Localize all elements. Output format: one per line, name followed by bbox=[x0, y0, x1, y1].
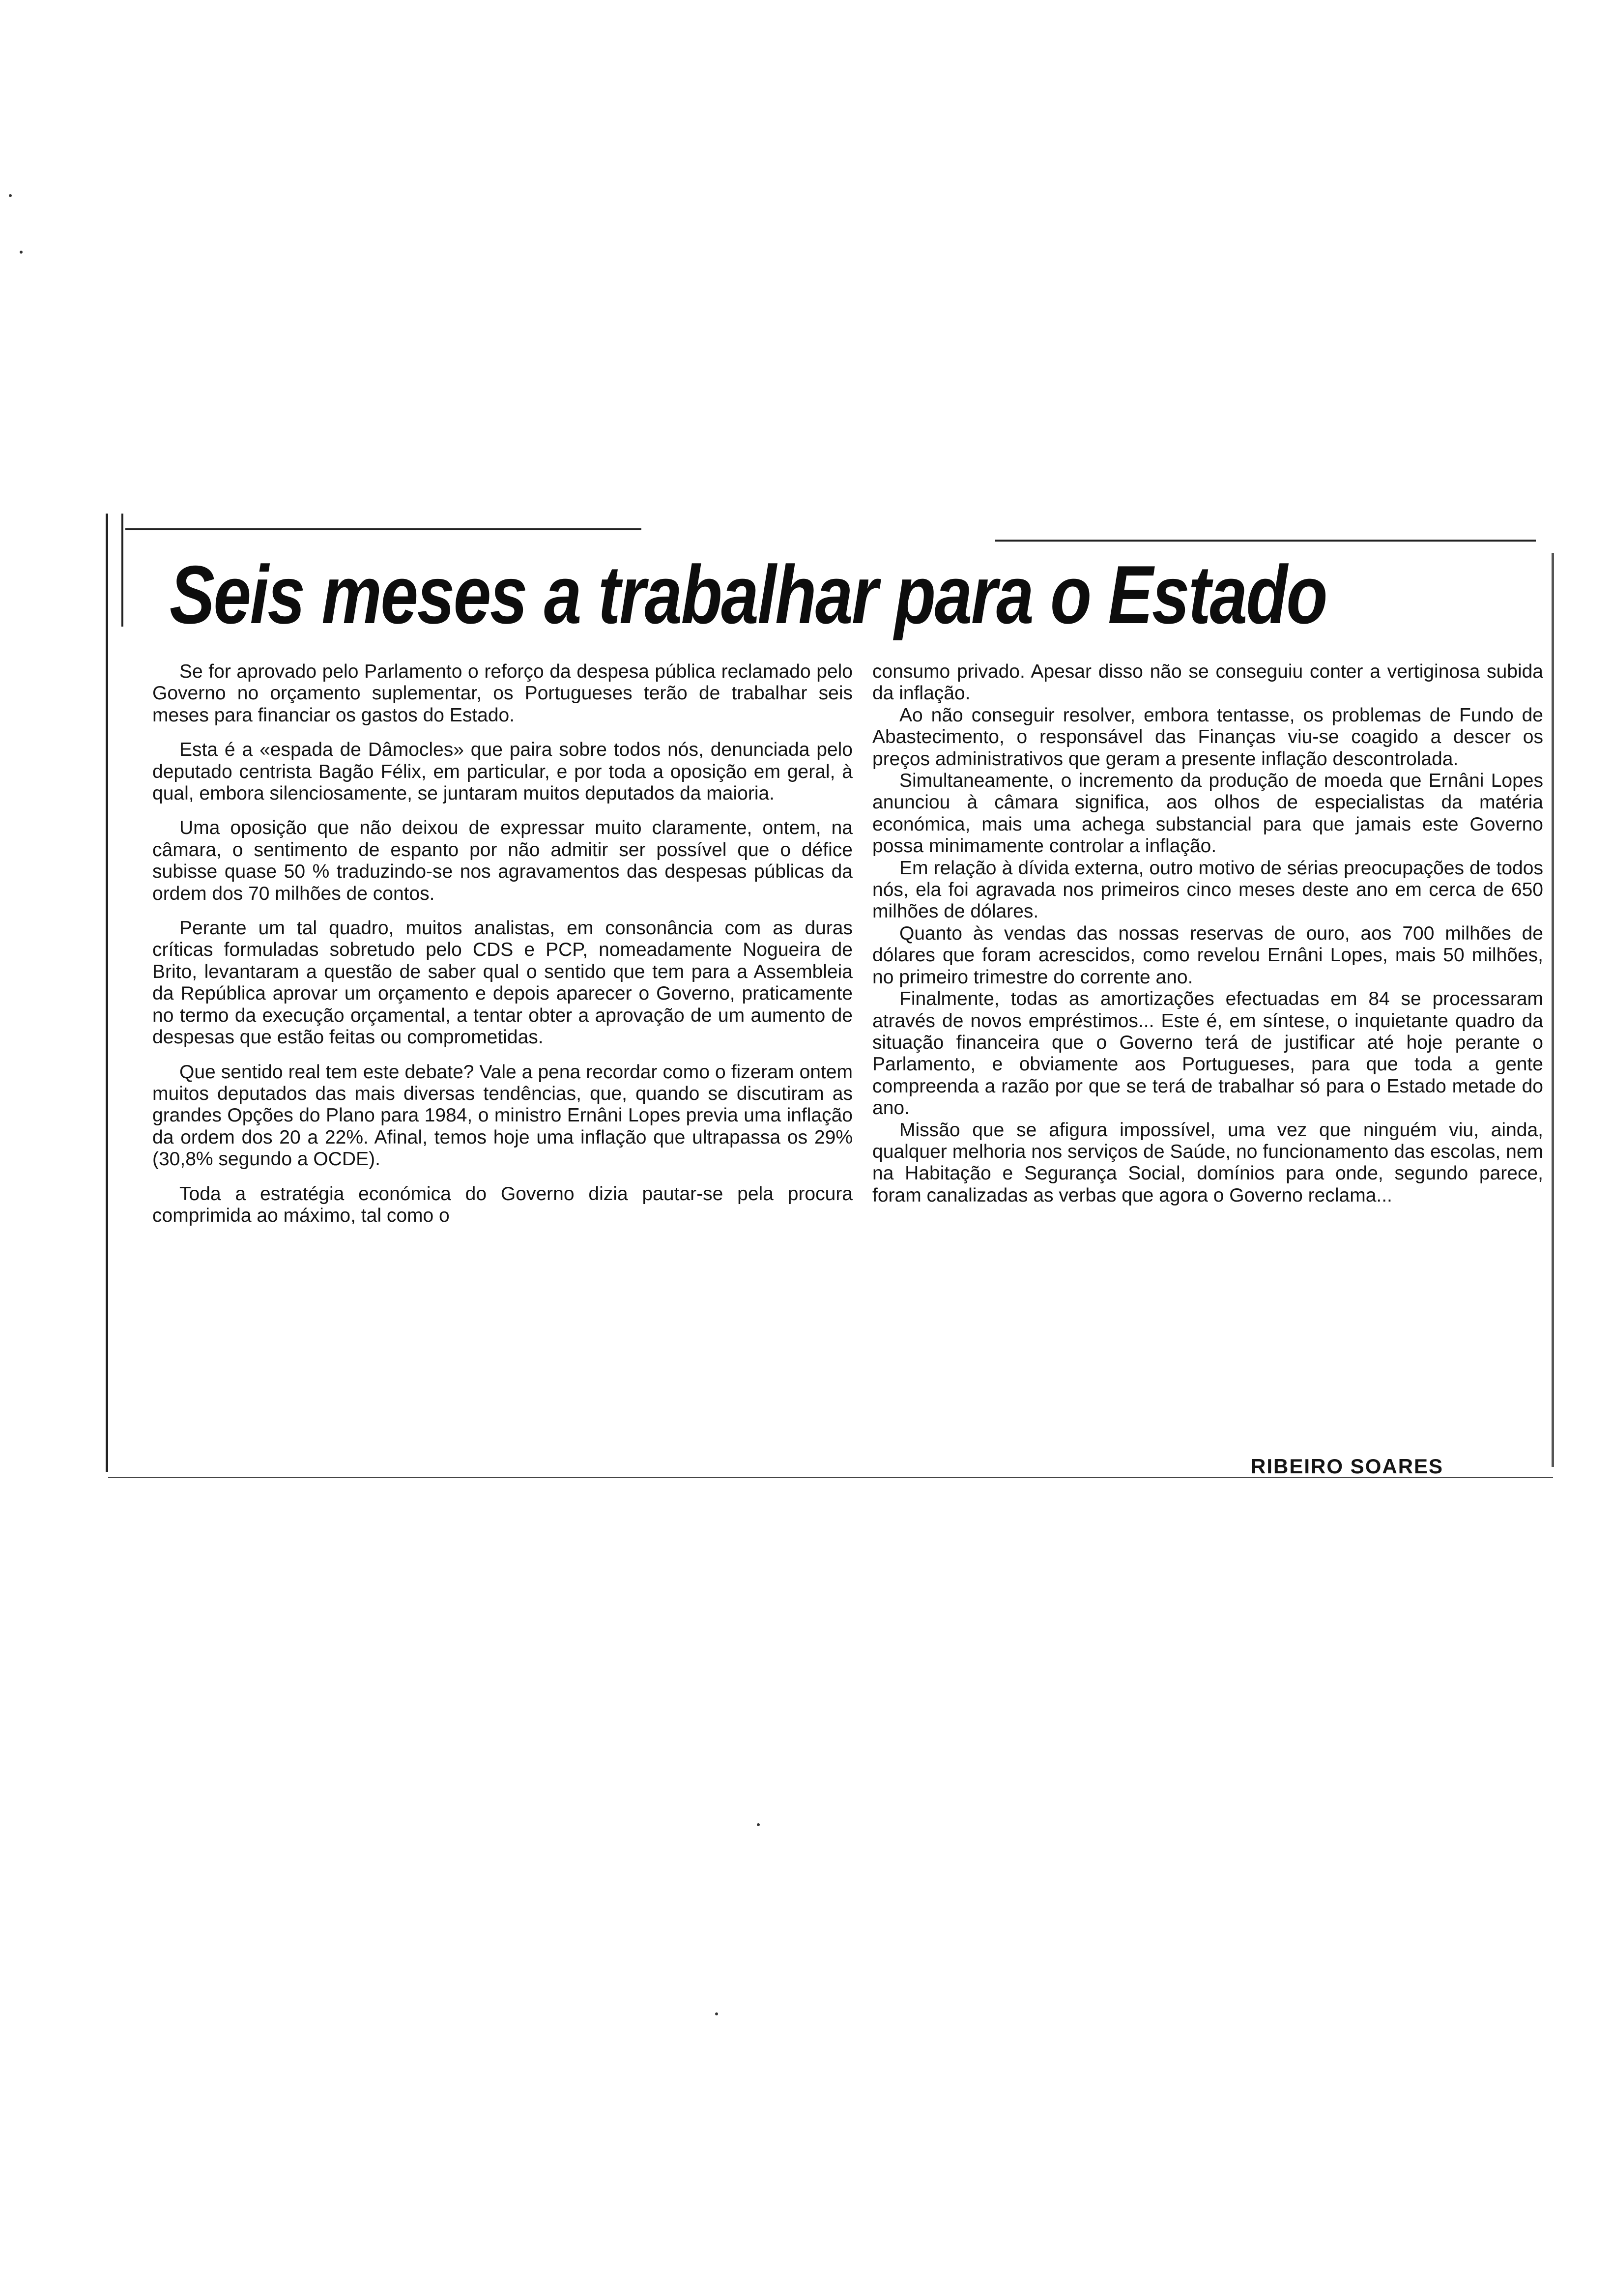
right-text-column bbox=[872, 661, 1543, 1206]
right-border-rule bbox=[1552, 553, 1554, 1467]
paragraph: Se for aprovado pelo Parlamento o reforço da despesa pública reclamado pelo Governo no orçamento suplementar, os Portugueses terão de trabalhar seis meses para financiar os gastos do Estado. bbox=[152, 661, 853, 726]
top-rule bbox=[995, 540, 1536, 542]
paragraph: Quanto às vendas das nossas reservas de ouro, aos 700 milhões de dólares que foram acrescidos, como revelou Ernâni Lopes, mais 50 milhões, no primeiro trimestre do corrente ano. bbox=[872, 922, 1543, 988]
author-byline: RIBEIRO SOARES bbox=[1251, 1455, 1444, 1478]
paragraph: Simultaneamente, o incremento da produção de moeda que Ernâni Lopes anunciou à câmara significa, aos olhos de especialistas da matéria económica, mais uma achega substancial para que jamais este Governo possa minimamente controlar a inflação. bbox=[872, 770, 1543, 857]
newspaper-clipping bbox=[106, 511, 1575, 1484]
scan-speck bbox=[9, 194, 12, 197]
scan-speck bbox=[715, 2012, 718, 2015]
paragraph: Que sentido real tem este debate? Vale a pena recordar como o fizeram ontem muitos deputados das mais diversas tendências, que, quando se discutiram as grandes Opções do Plano para 1984, o ministro Ernâni Lopes previa uma inflação da ordem dos 20 a 22%. Afinal, temos hoje uma inflação que ultrapassa os 29% (30,8% segundo a OCDE). bbox=[152, 1061, 853, 1170]
scan-speck bbox=[20, 251, 23, 254]
left-text-column bbox=[152, 661, 853, 1239]
paragraph: Missão que se afigura impossível, uma vez que ninguém viu, ainda, qualquer melhoria nos serviços de Saúde, no funcionamento das escolas, nem na Habitação e Segurança Social, domínios para onde, segundo parece, foram canalizadas as verbas que agora o Governo reclama... bbox=[872, 1119, 1543, 1206]
scan-speck bbox=[757, 1823, 760, 1826]
top-rule bbox=[125, 528, 641, 530]
left-border-rule bbox=[121, 514, 123, 627]
paragraph: Uma oposição que não deixou de expressar muito claramente, ontem, na câmara, o sentimento de espanto por não admitir ser possível que o défice subisse quase 50 % traduzindo-se nos agravamentos das despesas públicas da ordem dos 70 milhões de contos. bbox=[152, 817, 853, 904]
paragraph: Finalmente, todas as amortizações efectuadas em 84 se processaram através de novos empréstimos... Este é, em síntese, o inquietante quadro da situação financeira que o Governo terá de justificar até hoje perante o Parlamento, e obviamente aos Portugueses, para que toda a gente compreenda a razão por que se terá de trabalhar só para o Estado metade do ano. bbox=[872, 988, 1543, 1119]
left-border-rule bbox=[106, 514, 108, 1472]
paragraph: Ao não conseguir resolver, embora tentasse, os problemas de Fundo de Abastecimento, o responsável das Finanças viu-se coagido a descer os preços administrativos que geram a presente inflação descontrolada. bbox=[872, 704, 1543, 770]
paragraph: Em relação à dívida externa, outro motivo de sérias preocupações de todos nós, ela foi agravada nos primeiros cinco meses deste ano em cerca de 650 milhões de dólares. bbox=[872, 857, 1543, 922]
paragraph: consumo privado. Apesar disso não se conseguiu conter a vertiginosa subida da inflação. bbox=[872, 661, 1543, 704]
paragraph: Toda a estratégia económica do Governo dizia pautar-se pela procura comprimida ao máximo, tal como o bbox=[152, 1183, 853, 1226]
paragraph: Perante um tal quadro, muitos analistas, em consonância com as duras críticas formuladas sobretudo pelo CDS e PCP, nomeadamente Nogueira de Brito, levantaram a questão de saber qual o sentido que tem para a Assembleia da República aprovar um orçamento e depois aparecer o Governo, praticamente no termo da execução orçamental, a tentar obter a aprovação de um aumento de despesas que estão feitas ou comprometidas. bbox=[152, 918, 853, 1048]
paragraph: Esta é a «espada de Dâmocles» que paira sobre todos nós, denunciada pelo deputado centrista Bagão Félix, em particular, e por toda a oposição em geral, à qual, embora silenciosamente, se juntaram muitos deputados da maioria. bbox=[152, 739, 853, 804]
article-headline: Seis meses a trabalhar para o Estado bbox=[170, 548, 1326, 641]
